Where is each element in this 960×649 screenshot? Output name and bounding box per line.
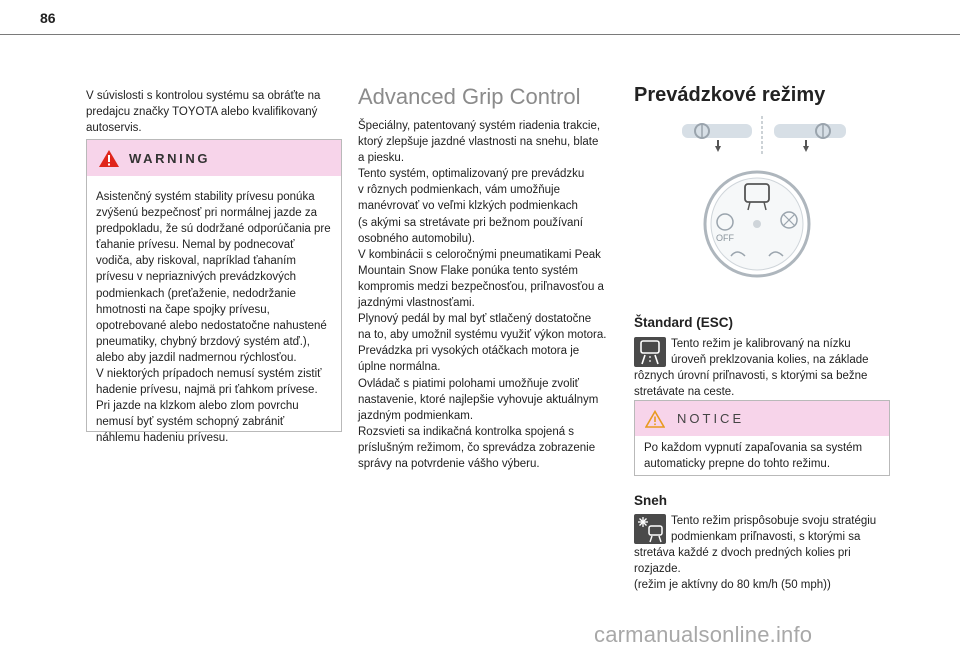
snow-line-2: podmienkam priľnavosti, s ktorými sa xyxy=(671,531,861,543)
page-number: 86 xyxy=(40,10,56,26)
notice-text: Po každom vypnutí zapaľovania sa systém automaticky prepne do tohto režimu. xyxy=(644,442,863,471)
standard-mode-icon xyxy=(634,337,666,367)
notice-box xyxy=(634,400,890,476)
standard-text: rôznych úrovní priľnavosti, s ktorými sa bežne stretávate na ceste. xyxy=(634,370,868,399)
standard-line-1: Tento režim je kalibrovaný na nízku xyxy=(671,338,851,350)
mode-selector-dial[interactable] xyxy=(703,170,811,278)
modes-title: Prevádzkové režimy xyxy=(634,84,826,106)
warning-header xyxy=(87,140,341,176)
warning-title: WARNING xyxy=(129,150,211,166)
agc-paragraph: Špeciálny, patentovaný systém riadenia trakcie, ktorý zlepšuje jazdné vlastnosti na snehu, blate a piesku. Tento systém, optimalizovaný pre prevádzku v rôznych podmienkach, vám umožňuje manévrovať vo veľmi klzkých podmienkach (s akými sa stretávate pri bežnom používaní osobného automobilu). V kombinácii s celoročnými pneumatikami Peak Mountain Snow Flake ponúka tento systém kompromis medzi bezpečnosťou, priľnavosťou a jazdnými vlastnosťami. Plynový pedál by mal byť stlačený dostatočne na to, aby umožnil systému využiť výkon motora. Prevádzka pri vysokých otáčkach motora je úplne normálna. Ovládač s piatimi polohami umožňuje zvoliť nastavenie, ktoré najlepšie vyhovuje aktuálnym jazdným podmienkam. Rozsvieti sa indikačná kontrolka spojená s príslušným režimom, čo sprevádza zobrazenie správy na potvrdenie vášho výberu. xyxy=(358,120,607,470)
watermark: carmanualsonline.info xyxy=(594,622,813,647)
header-divider xyxy=(0,34,960,35)
warning-box xyxy=(86,139,342,445)
snow-text: stretáva každé z dvoch predných kolies pri rozjazde. (režim je aktívny do 80 km/h (50 mph)) xyxy=(634,547,851,592)
notice-title: NOTICE xyxy=(677,411,745,426)
notice-header xyxy=(635,401,889,436)
snow-heading: Sneh xyxy=(634,493,668,508)
intro-paragraph: V súvislosti s kontrolou systému sa obráťte na predajcu značky TOYOTA alebo kvalifikovaný autoservis. xyxy=(86,90,321,135)
agc-title: Advanced Grip Control xyxy=(358,84,581,109)
warning-triangle-icon xyxy=(98,149,120,168)
drive-wheels-illustration xyxy=(678,114,858,156)
snow-line-1: Tento režim prispôsobuje svoju stratégiu xyxy=(671,515,877,527)
notice-triangle-icon xyxy=(645,410,665,428)
warning-text: Asistenčný systém stability prívesu ponúka zvýšenú bezpečnosť pri normálnej jazde za predpokladu, že sú dodržané odporúčania pre ťahanie prívesu. Nemal by podnecovať vodiča, aby riskoval, napríklad ťahaním prívesu v nepriaznivých prevádzkových podmienkach (preťaženie, nedodržanie hmotnosti na čape spojky prívesu, opotrebované alebo nedostatočne nahustené pneumatiky, chybný brzdový systém atď.), alebo aby jazdil nadmernou rýchlosťou. V niektorých prípadoch nemusí systém zistiť hadenie prívesu, najmä pri ťahkom prívese. Pri jazde na klzkom alebo zlom povrchu nemusí byť systém schopný zabrániť náhlemu hadeniu prívesu. xyxy=(96,191,331,445)
standard-line-2: úroveň preklzovania kolies, na základe xyxy=(671,354,869,366)
standard-heading: Štandard (ESC) xyxy=(634,315,734,330)
dial-off-label: OFF xyxy=(716,233,734,243)
snow-mode-icon xyxy=(634,514,666,544)
